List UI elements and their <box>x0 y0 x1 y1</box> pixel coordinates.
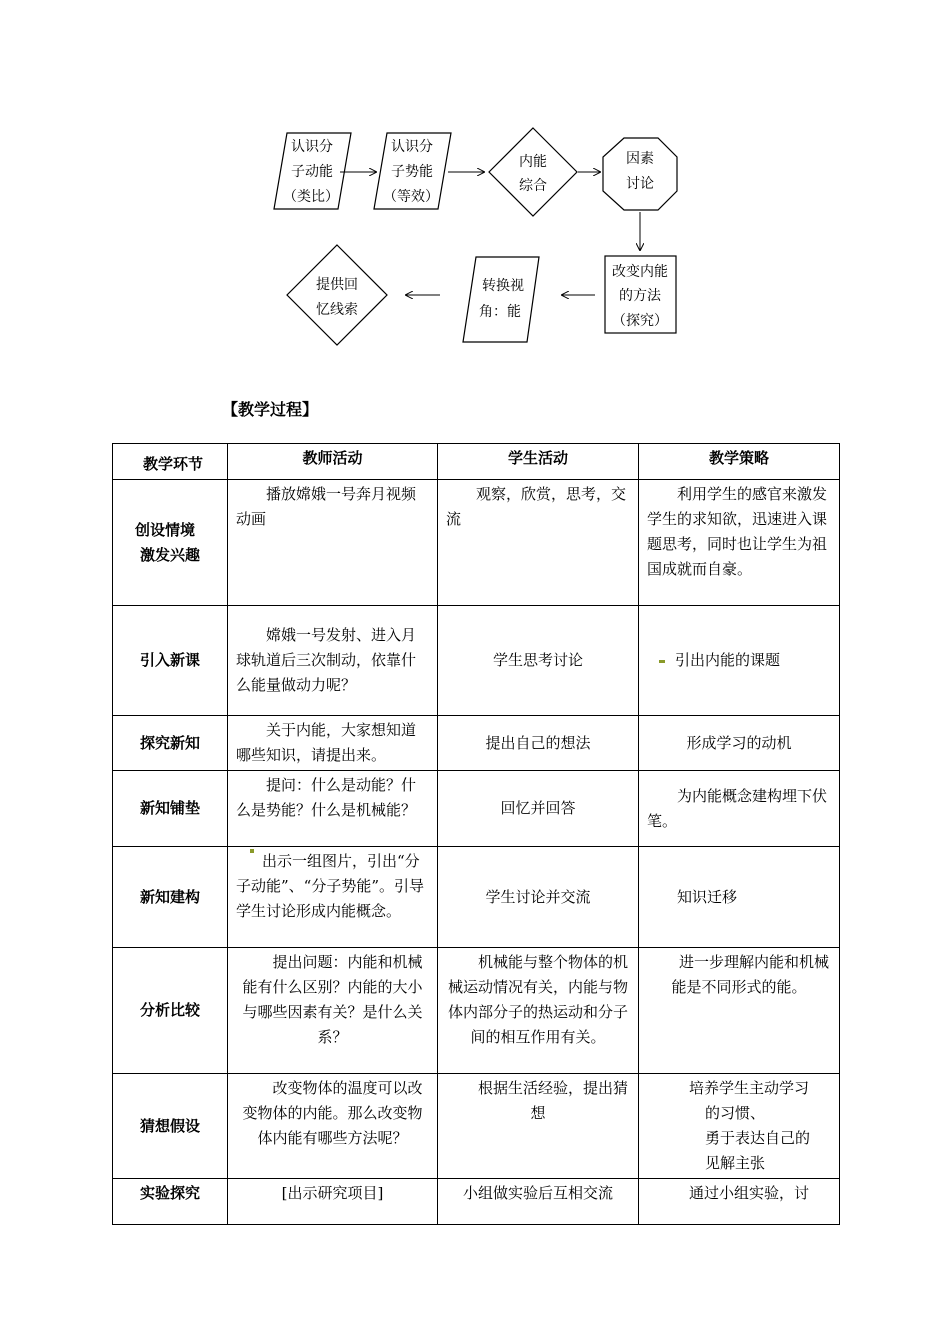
student-cell: 学生思考讨论 <box>438 606 639 716</box>
table-row <box>113 1074 840 1179</box>
flow-node-kinetic <box>274 133 351 209</box>
flow-node-internal-energy <box>489 128 577 216</box>
svg-text:（类比）: （类比） <box>283 189 339 205</box>
student-cell: 观察，欣赏，思考，交流 <box>438 480 639 606</box>
header-teacher: 教师活动 <box>228 444 438 480</box>
student-cell: 根据生活经验，提出猜想 <box>438 1074 639 1179</box>
teacher-cell: 播放嫦娥一号奔月视频动画 <box>228 480 438 606</box>
svg-text:综合: 综合 <box>519 178 547 194</box>
svg-text:内能: 内能 <box>519 154 547 170</box>
svg-text:认识分: 认识分 <box>291 139 333 155</box>
svg-text:的方法: 的方法 <box>619 288 661 304</box>
teacher-cell: 嫦娥一号发射、进入月球轨道后三次制动，依靠什么能量做动力呢？ <box>228 606 438 716</box>
header-student: 学生活动 <box>438 444 639 480</box>
strategy-cell: 引出内能的课题 <box>639 606 840 716</box>
flow-node-methods <box>605 256 676 333</box>
section-title: 【教学过程】 <box>222 400 319 419</box>
stage-cell: 引入新课 <box>113 606 228 716</box>
header-strategy: 教学策略 <box>639 444 840 480</box>
strategy-cell: 为内能概念建构埋下伏笔。 <box>639 771 840 847</box>
table-row <box>113 1179 840 1225</box>
svg-text:因素: 因素 <box>626 151 654 167</box>
table-row <box>113 948 840 1074</box>
teaching-process-table <box>112 443 840 1225</box>
stage-cell: 创设情境 激发兴趣 <box>113 480 228 606</box>
table-row <box>113 847 840 948</box>
bullet-marker <box>250 849 254 853</box>
svg-text:（探究）: （探究） <box>612 313 668 329</box>
strategy-cell: 知识迁移 <box>639 847 840 948</box>
strategy-cell: 培养学生主动学习 的习惯、 勇于表达自己的 见解主张 <box>639 1074 840 1179</box>
flow-node-factors <box>603 138 677 210</box>
teacher-cell: 出示一组图片，引出“分子动能”、“分子势能”。引导学生讨论形成内能概念。 <box>228 847 438 948</box>
strategy-cell: 形成学习的动机 <box>639 716 840 771</box>
bullet-marker <box>659 660 665 663</box>
svg-text:讨论: 讨论 <box>626 176 654 192</box>
svg-text:提供回: 提供回 <box>316 277 358 293</box>
strategy-cell: 通过小组实验，讨 <box>639 1179 840 1225</box>
stage-cell: 实验探究 <box>113 1179 228 1225</box>
teacher-cell: 改变物体的温度可以改变物体的内能。那么改变物体内能有哪些方法呢？ <box>228 1074 438 1179</box>
flow-node-potential <box>374 133 451 209</box>
header-stage: 教学环节 <box>113 444 228 480</box>
svg-text:认识分: 认识分 <box>391 139 433 155</box>
svg-text:角：能: 角：能 <box>479 304 521 320</box>
stage-cell: 探究新知 <box>113 716 228 771</box>
teacher-cell: [出示研究项目] <box>228 1179 438 1225</box>
stage-cell: 新知铺垫 <box>113 771 228 847</box>
svg-text:子势能: 子势能 <box>391 164 433 180</box>
flow-node-perspective <box>463 257 539 342</box>
svg-text:（等效）: （等效） <box>383 189 439 205</box>
teacher-cell: 关于内能，大家想知道哪些知识，请提出来。 <box>228 716 438 771</box>
student-cell: 学生讨论并交流 <box>438 847 639 948</box>
student-cell: 回忆并回答 <box>438 771 639 847</box>
svg-text:改变内能: 改变内能 <box>612 264 668 280</box>
flow-node-recall-clues <box>287 245 387 345</box>
student-cell: 提出自己的想法 <box>438 716 639 771</box>
svg-text:忆线索: 忆线索 <box>316 302 358 318</box>
student-cell: 小组做实验后互相交流 <box>438 1179 639 1225</box>
table-row <box>113 480 840 606</box>
table-row <box>113 716 840 771</box>
svg-text:子动能: 子动能 <box>291 164 333 180</box>
teacher-cell: 提问：什么是动能？什么是势能？什么是机械能？ <box>228 771 438 847</box>
table-row <box>113 606 840 716</box>
svg-text:转换视: 转换视 <box>482 278 524 294</box>
stage-cell: 猜想假设 <box>113 1074 228 1179</box>
teacher-cell: 提出问题：内能和机械能有什么区别？内能的大小与哪些因素有关？是什么关系？ <box>228 948 438 1074</box>
stage-cell: 新知建构 <box>113 847 228 948</box>
table-row <box>113 771 840 847</box>
stage-cell: 分析比较 <box>113 948 228 1074</box>
student-cell: 机械能与整个物体的机械运动情况有关，内能与物体内部分子的热运动和分子间的相互作用有关。 <box>438 948 639 1074</box>
strategy-cell: 利用学生的感官来激发学生的求知欲，迅速进入课题思考，同时也让学生为祖国成就而自豪。 <box>639 480 840 606</box>
teaching-flowchart <box>0 0 950 380</box>
table-header-row <box>113 444 840 480</box>
strategy-cell: 进一步理解内能和机械能是不同形式的能。 <box>639 948 840 1074</box>
